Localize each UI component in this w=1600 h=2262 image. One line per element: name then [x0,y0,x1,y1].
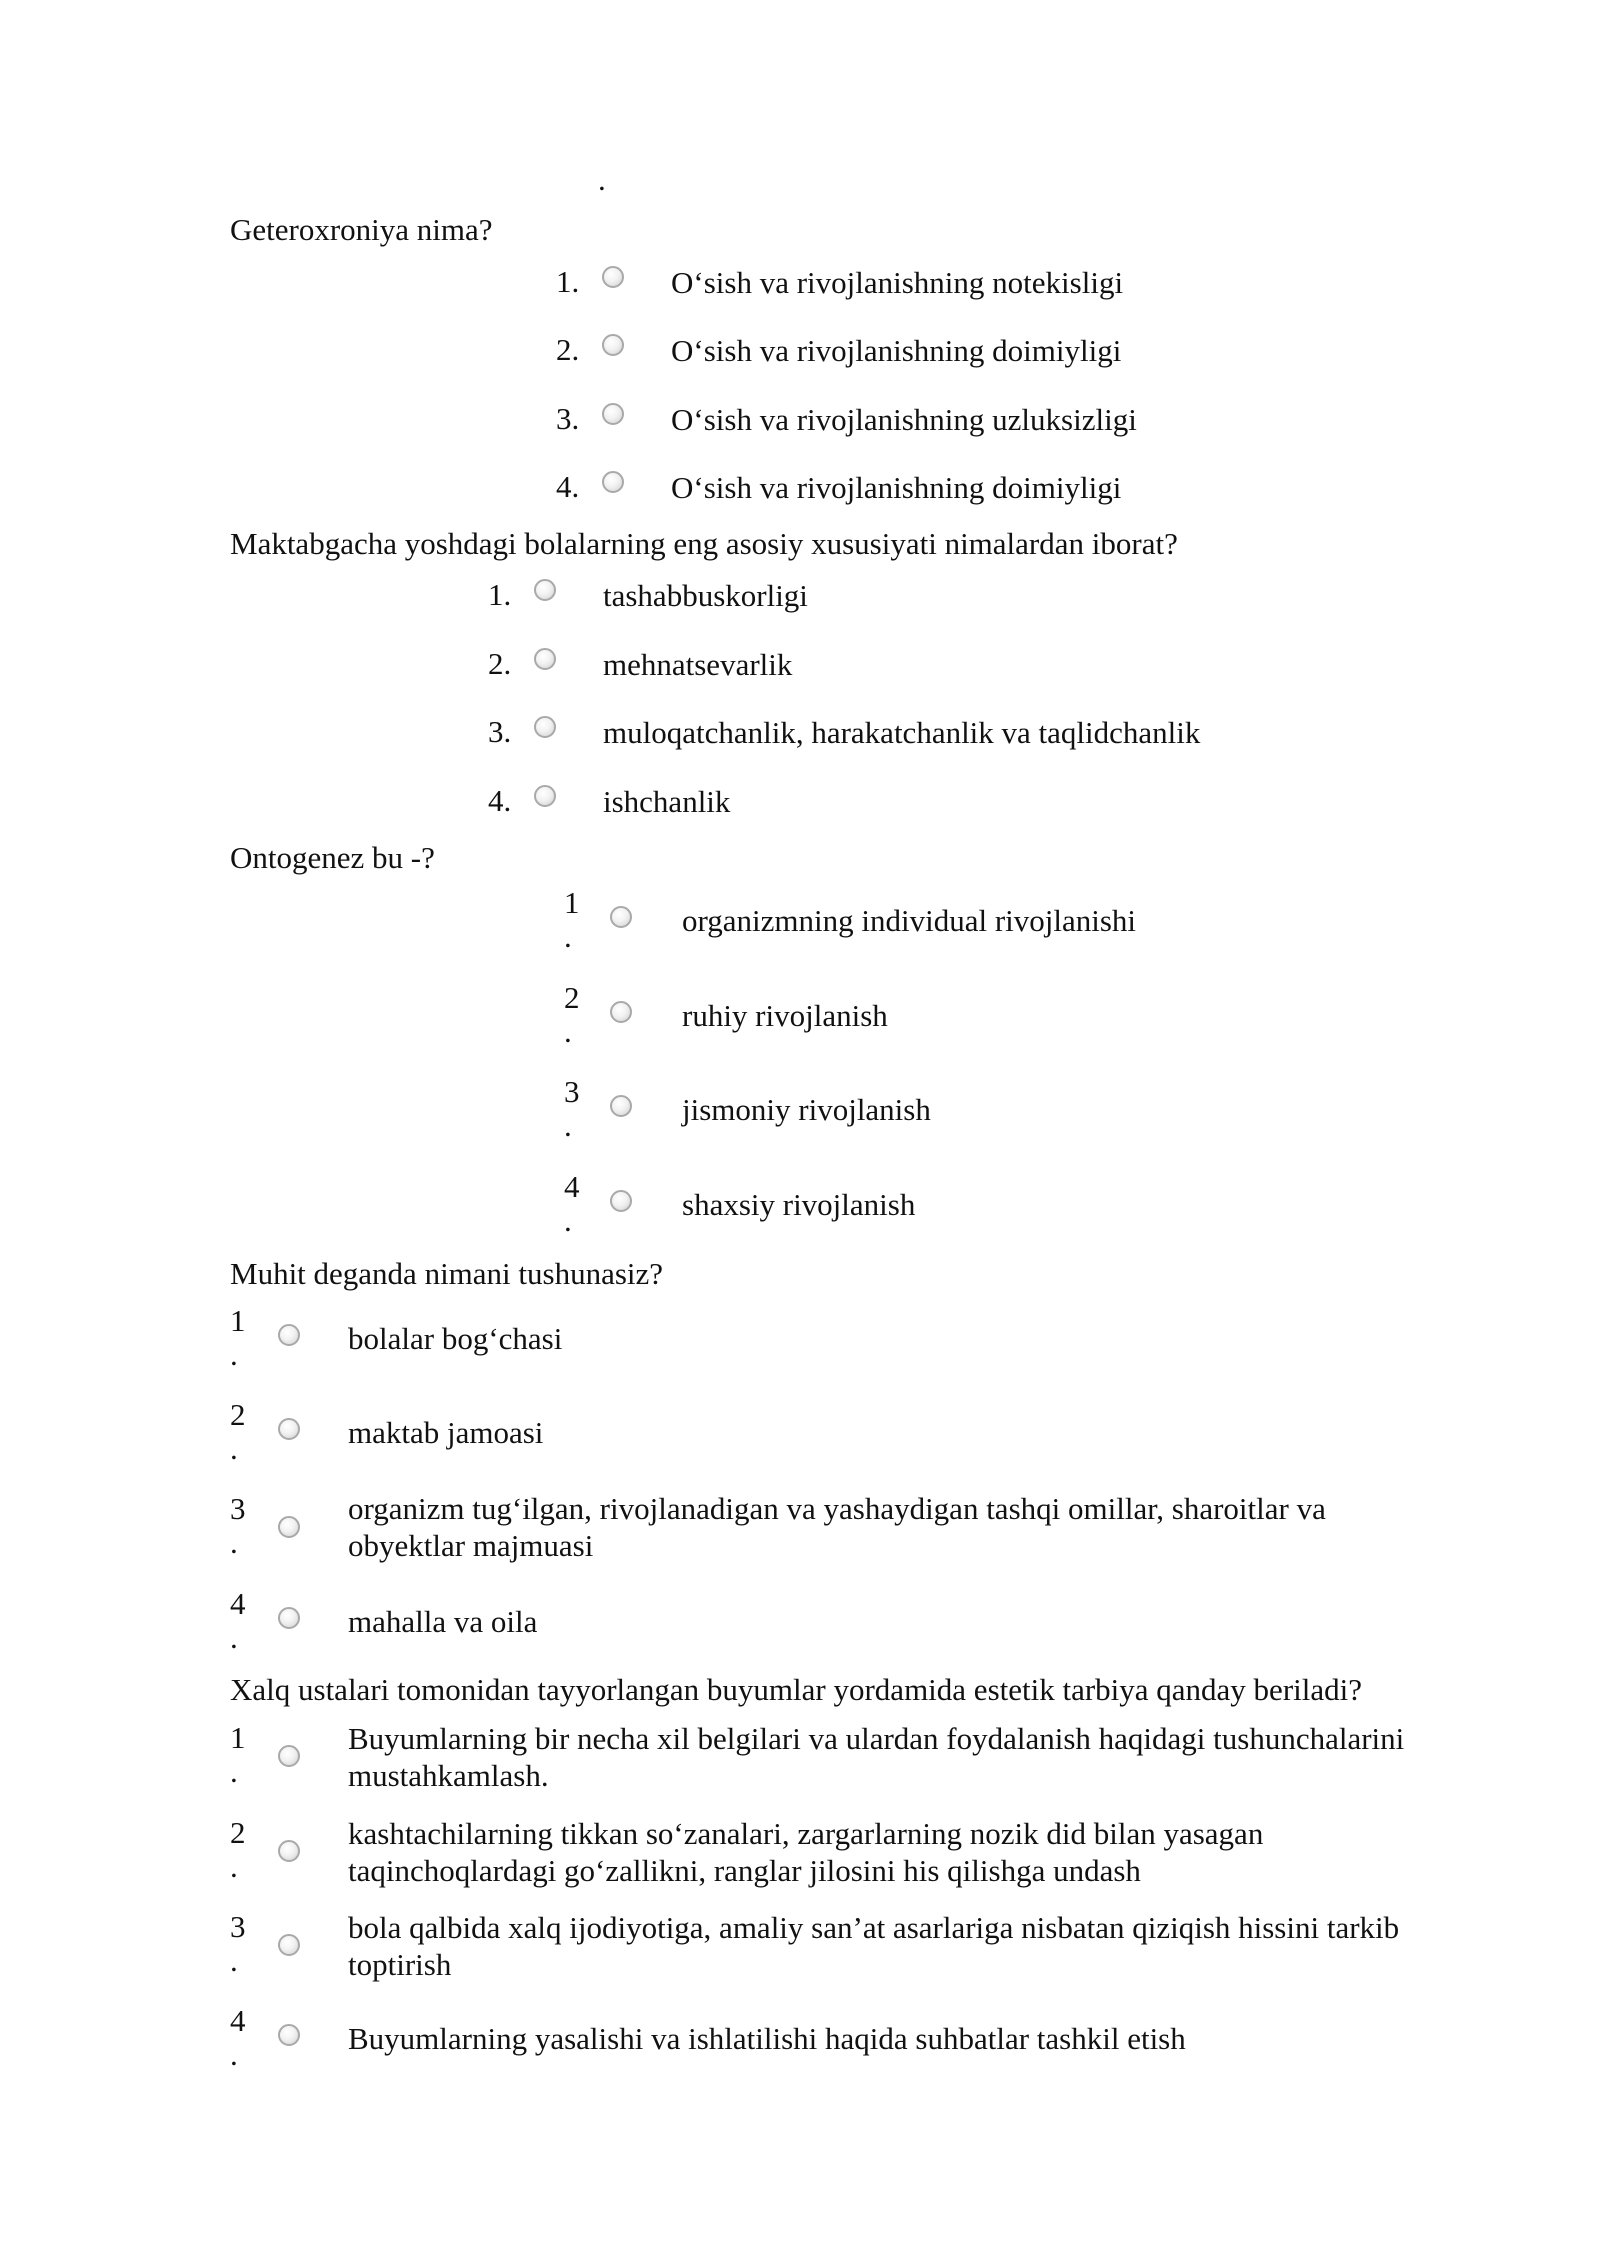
question-1-text: Geteroxroniya nima? [230,212,493,247]
option-number: 2. [488,646,512,681]
option-number: 2 . [230,1815,246,1884]
option-label: Buyumlarning bir necha xil belgilari va ulardan foydalanish haqidagi tushunchalarini mustahkamlash. [348,1721,1405,1793]
radio-button-icon[interactable] [602,334,624,356]
radio-button-icon[interactable] [534,716,556,738]
option-number: 3 . [230,1491,246,1560]
option-number: 2. [556,332,580,367]
option-label: jismoniy rivojlanish [682,1092,931,1127]
radio-button-icon[interactable] [278,1516,300,1538]
option-label: ishchanlik [603,784,731,819]
option-number: 2 . [564,980,580,1049]
radio-button-icon[interactable] [534,648,556,670]
option-number: 3 . [564,1074,580,1143]
option-label: bola qalbida xalq ijodiyotiga, amaliy san’at asarlariga nisbatan qiziqish hissini tarkib toptirish [348,1910,1400,1982]
option-label: O‘sish va rivojlanishning doimiyligi [671,470,1122,505]
option-label: organizmning individual rivojlanishi [682,903,1137,938]
option-number: 4. [488,783,512,818]
radio-button-icon[interactable] [278,1745,300,1767]
radio-button-icon[interactable] [278,1607,300,1629]
radio-button-icon[interactable] [610,1001,632,1023]
option-label: bolalar bog‘chasi [348,1321,563,1356]
radio-button-icon[interactable] [602,471,624,493]
option-label: shaxsiy rivojlanish [682,1187,916,1222]
option-number: 1 . [564,885,580,954]
option-number: 1. [488,577,512,612]
option-label: O‘sish va rivojlanishning notekisligi [671,265,1124,300]
radio-button-icon[interactable] [610,1095,632,1117]
option-label: mehnatsevarlik [603,647,793,682]
radio-button-icon[interactable] [278,1934,300,1956]
radio-button-icon[interactable] [610,906,632,928]
option-label: muloqatchanlik, harakatchanlik va taqlidchanlik [603,715,1201,750]
option-label: organizm tug‘ilgan, rivojlanadigan va yashaydigan tashqi omillar, sharoitlar va obyektlar majmuasi [348,1491,1326,1563]
radio-button-icon[interactable] [278,2024,300,2046]
option-number: 4. [556,469,580,504]
question-5-text: Xalq ustalari tomonidan tayyorlangan buyumlar yordamida estetik tarbiya qanday beriladi? [230,1672,1362,1707]
option-label: O‘sish va rivojlanishning doimiyligi [671,333,1122,368]
option-number: 3 . [230,1909,246,1978]
option-label: tashabbuskorligi [603,578,808,613]
option-label: maktab jamoasi [348,1415,544,1450]
option-number: 4 . [230,1586,246,1655]
radio-button-icon[interactable] [534,785,556,807]
radio-button-icon[interactable] [534,579,556,601]
option-label: mahalla va oila [348,1604,538,1639]
option-number: 3. [488,714,512,749]
option-number: 4 . [564,1169,580,1238]
option-number: 2 . [230,1397,246,1466]
question-4-text: Muhit deganda nimani tushunasiz? [230,1256,664,1291]
radio-button-icon[interactable] [278,1840,300,1862]
option-number: 1. [556,264,580,299]
radio-button-icon[interactable] [602,403,624,425]
option-number: 1 . [230,1303,246,1372]
option-number: 3. [556,401,580,436]
radio-button-icon[interactable] [278,1418,300,1440]
option-label: O‘sish va rivojlanishning uzluksizligi [671,402,1137,437]
option-number: 1 . [230,1720,246,1789]
option-label: ruhiy rivojlanish [682,998,888,1033]
radio-button-icon[interactable] [278,1324,300,1346]
top-mark: . [598,162,606,197]
question-3-text: Ontogenez bu -? [230,840,435,875]
option-number: 4 . [230,2003,246,2072]
option-label: kashtachilarning tikkan so‘zanalari, zargarlarning nozik did bilan yasagan taqinchoqlardagi go‘zallikni, ranglar jilosini his qilishga undash [348,1816,1264,1888]
question-2-text: Maktabgacha yoshdagi bolalarning eng asosiy xususiyati nimalardan iborat? [230,526,1178,561]
radio-button-icon[interactable] [602,266,624,288]
radio-button-icon[interactable] [610,1190,632,1212]
option-label: Buyumlarning yasalishi va ishlatilishi haqida suhbatlar tashkil etish [348,2021,1186,2056]
